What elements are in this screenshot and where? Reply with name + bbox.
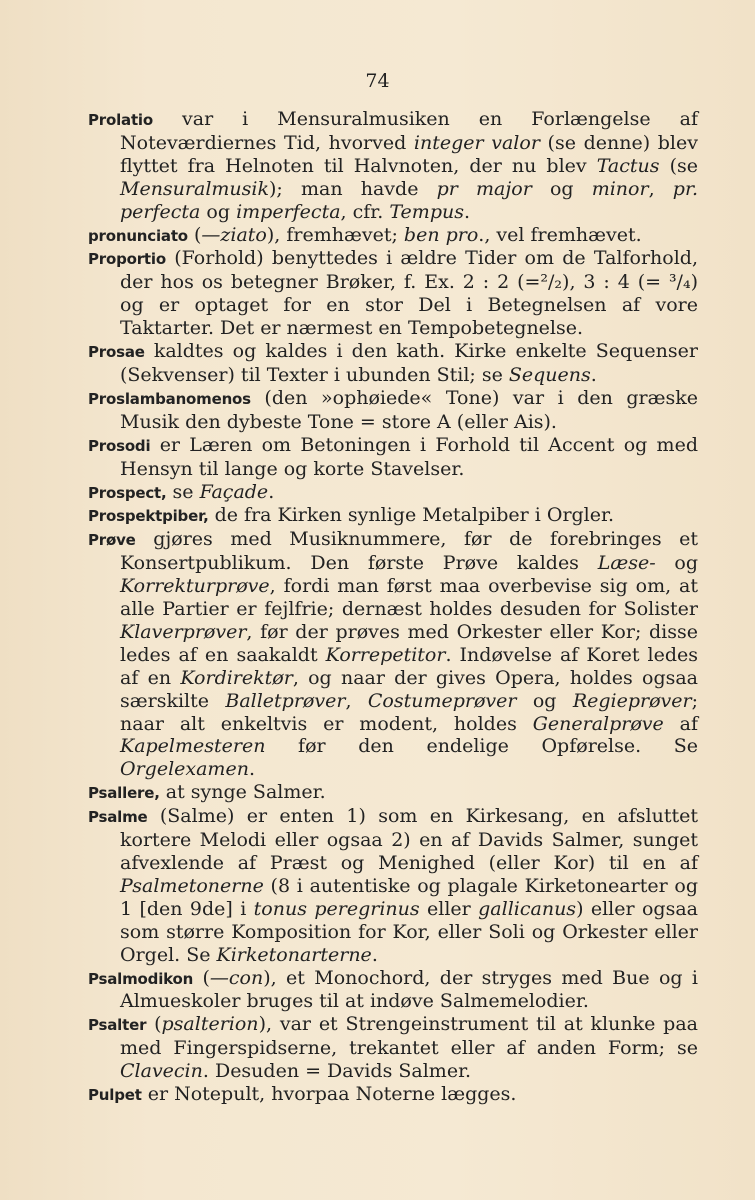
entry-text: ; naar alt enkeltvis er modent, holdes xyxy=(120,689,698,735)
dictionary-entry xyxy=(88,481,698,505)
entry-italic-term: pr major xyxy=(436,177,532,200)
entry-text: , cfr. xyxy=(340,200,390,223)
entry-headword: pronunciato xyxy=(88,226,188,245)
entry-text: og xyxy=(655,552,698,575)
entry-text: var i Mensuralmusiken en Forlængelse af Noteværdiernes Tid, hvorved xyxy=(120,108,698,154)
entry-text: ); man havde xyxy=(269,177,437,200)
entry-text: , xyxy=(345,689,368,712)
entry-text: og xyxy=(531,177,592,200)
entry-headword: Prøve xyxy=(88,531,136,550)
entry-headword: Prosae xyxy=(88,343,145,362)
dictionary-entry xyxy=(88,528,698,781)
dictionary-entry xyxy=(88,434,698,481)
entry-italic-term: pr. perfecta xyxy=(120,177,698,223)
entry-italic-term: imperfecta xyxy=(236,200,341,223)
entry-text: , xyxy=(648,177,673,200)
dictionary-entry xyxy=(88,387,698,434)
entry-text: . xyxy=(371,943,378,966)
entry-text: (8 i autentiske og plagale Kirketonearter og 1 [den 9de] i xyxy=(120,874,698,920)
entry-italic-term: Korrepetitor xyxy=(325,643,446,666)
dictionary-entry xyxy=(88,781,698,805)
entry-headword: Prolatio xyxy=(88,111,153,129)
entry-italic-term: Clavecin xyxy=(120,1060,203,1083)
entry-headword: Psalter xyxy=(88,1016,147,1035)
entry-italic-term: Klaverprøver xyxy=(120,620,247,643)
entry-headword: Proslambanomenos xyxy=(88,389,251,408)
dictionary-entry xyxy=(88,1013,698,1083)
dictionary-entry xyxy=(88,108,698,224)
entry-headword: Prospektpiber, xyxy=(88,507,209,526)
entry-text: ., vel fremhævet. xyxy=(478,223,642,246)
entry-text: , og naar der gives Opera, holdes ogsaa særskilte xyxy=(120,666,699,712)
entry-text: er Læren om Betoningen i Forhold til Accent og med Hensyn til lange og korte Stavelser. xyxy=(120,433,698,480)
entry-italic-term: Façade xyxy=(199,480,269,503)
entry-italic-term: Sequens xyxy=(508,363,591,386)
entry-italic-term: Kirketonarterne xyxy=(216,943,372,966)
entry-text: eller xyxy=(419,897,479,920)
entry-italic-term: Kordirektør xyxy=(180,666,293,689)
entry-italic-term: Mensuralmusik xyxy=(120,177,270,200)
entry-text: og xyxy=(516,689,573,712)
entry-list xyxy=(88,108,698,1107)
entry-text: og xyxy=(200,200,237,223)
entry-text: . xyxy=(248,758,255,781)
entry-italic-term: Kapelmesteren xyxy=(120,735,266,758)
entry-headword: Psalme xyxy=(88,808,148,827)
entry-italic-term: Generalprøve xyxy=(532,712,664,735)
entry-text: kaldtes og kaldes i den kath. Kirke enkelte Sequenser (Sekvenser) til Texter i ubunden Stil; se xyxy=(120,340,698,386)
entry-italic-term: psalterion xyxy=(161,1013,259,1036)
entry-text: , før der prøves med Orkester eller Kor; disse ledes af en saakaldt xyxy=(120,620,698,666)
entry-text: ) eller ogsaa som større Komposition for Kor, eller Soli og Orkester eller Orgel. Se xyxy=(120,897,698,966)
entry-text: (se xyxy=(659,154,698,177)
entry-text: ( xyxy=(187,223,202,246)
dictionary-entry xyxy=(88,967,698,1014)
entry-text: . Desuden = Davids Salmer. xyxy=(202,1060,472,1083)
entry-italic-term: Costumeprøver xyxy=(367,689,517,712)
entry-italic-term: ben pro xyxy=(403,223,479,246)
entry-text: (se denne) blev flyttet fra Helnoten til Halvnoten, der nu blev xyxy=(120,131,698,177)
dictionary-entry xyxy=(88,247,698,340)
entry-headword: Prospect, xyxy=(88,483,167,502)
entry-italic-term: —ziato xyxy=(201,223,267,246)
entry-text: . xyxy=(590,363,597,386)
entry-italic-term: integer valor xyxy=(413,131,540,154)
dictionary-entry xyxy=(88,504,698,528)
entry-text: ), et Monochord, der stryges med Bue og i Almueskoler bruges til at indøve Salmemelodier. xyxy=(120,966,698,1013)
dictionary-entry xyxy=(88,340,698,387)
entry-italic-term: Korrekturprøve xyxy=(120,575,270,598)
entry-text: . xyxy=(463,200,471,223)
entry-text: se xyxy=(166,480,200,503)
entry-italic-term: Balletprøver xyxy=(225,689,346,712)
entry-italic-term: Orgelexamen xyxy=(120,758,249,781)
entry-italic-term: tonus peregrinus xyxy=(253,897,420,920)
entry-italic-term: gallicanus xyxy=(478,897,577,920)
entry-text: . xyxy=(268,480,275,503)
entry-text: (Salme) er enten 1) som en Kirkesang, en afsluttet kortere Melodi eller ogsaa 2) en af Davids Salmer, sunget afvexlende af Præst og Menighed (eller Kor) til en af xyxy=(120,805,698,874)
dictionary-entry xyxy=(88,1083,698,1107)
entry-text: ( xyxy=(146,1013,162,1036)
entry-italic-term: Læse- xyxy=(597,552,656,575)
entry-text: . Indøvelse af Koret ledes af en xyxy=(120,643,698,689)
entry-text: de fra Kirken synlige Metalpiber i Orgler. xyxy=(208,504,615,527)
entry-headword: Proportio xyxy=(88,250,166,269)
entry-text: af xyxy=(663,712,698,735)
dictionary-entry xyxy=(88,224,698,248)
entry-text: ), fremhævet; xyxy=(266,223,404,246)
entry-italic-term: Tempus xyxy=(389,200,464,223)
entry-italic-term: Regieprøver xyxy=(572,689,692,712)
entry-headword: Prosodi xyxy=(88,436,151,455)
entry-headword: Psallere, xyxy=(88,784,160,803)
page-number: 74 xyxy=(365,70,390,92)
entry-text: ( xyxy=(193,966,210,989)
entry-text: (den »ophøiede« Tone) var i den græske Musik den dybeste Tone = store A (eller Ais). xyxy=(120,386,698,433)
entry-text: (Forhold) benyttedes i ældre Tider om de Talforhold, der hos os betegner Brøker, f. Ex. 2 : 2 (=²/₂), 3 : 4 (= ³/₄) og er optaget for en stor Del i Betegnelsen af vore Taktarter. Det er nærmest en Tempobetegnelse. xyxy=(120,247,698,340)
entry-headword: Pulpet xyxy=(88,1086,142,1105)
entry-text: gjøres med Musiknummere, før de forebringes et Konsertpublikum. Den første Prøve kaldes xyxy=(120,528,698,575)
entry-headword: Psalmodikon xyxy=(88,969,194,988)
entry-text: er Notepult, hvorpaa Noterne lægges. xyxy=(141,1083,517,1106)
entry-text: , fordi man først maa overbevise sig om, at alle Partier er fejlfrie; dernæst holdes desuden for Solister xyxy=(120,575,698,621)
dictionary-entry xyxy=(88,805,698,966)
entry-text: at synge Salmer. xyxy=(159,781,326,804)
entry-italic-term: Tactus xyxy=(596,154,660,177)
entry-italic-term: —con xyxy=(209,966,264,989)
entry-italic-term: Psalmetonerne xyxy=(120,874,264,897)
entry-text: før den endelige Opførelse. Se xyxy=(265,735,698,758)
entry-text: ), var et Strengeinstrument til at klunke paa med Fingerspidserne, trekantet eller af anden Form; se xyxy=(120,1013,699,1060)
entry-italic-term: minor xyxy=(591,177,649,200)
